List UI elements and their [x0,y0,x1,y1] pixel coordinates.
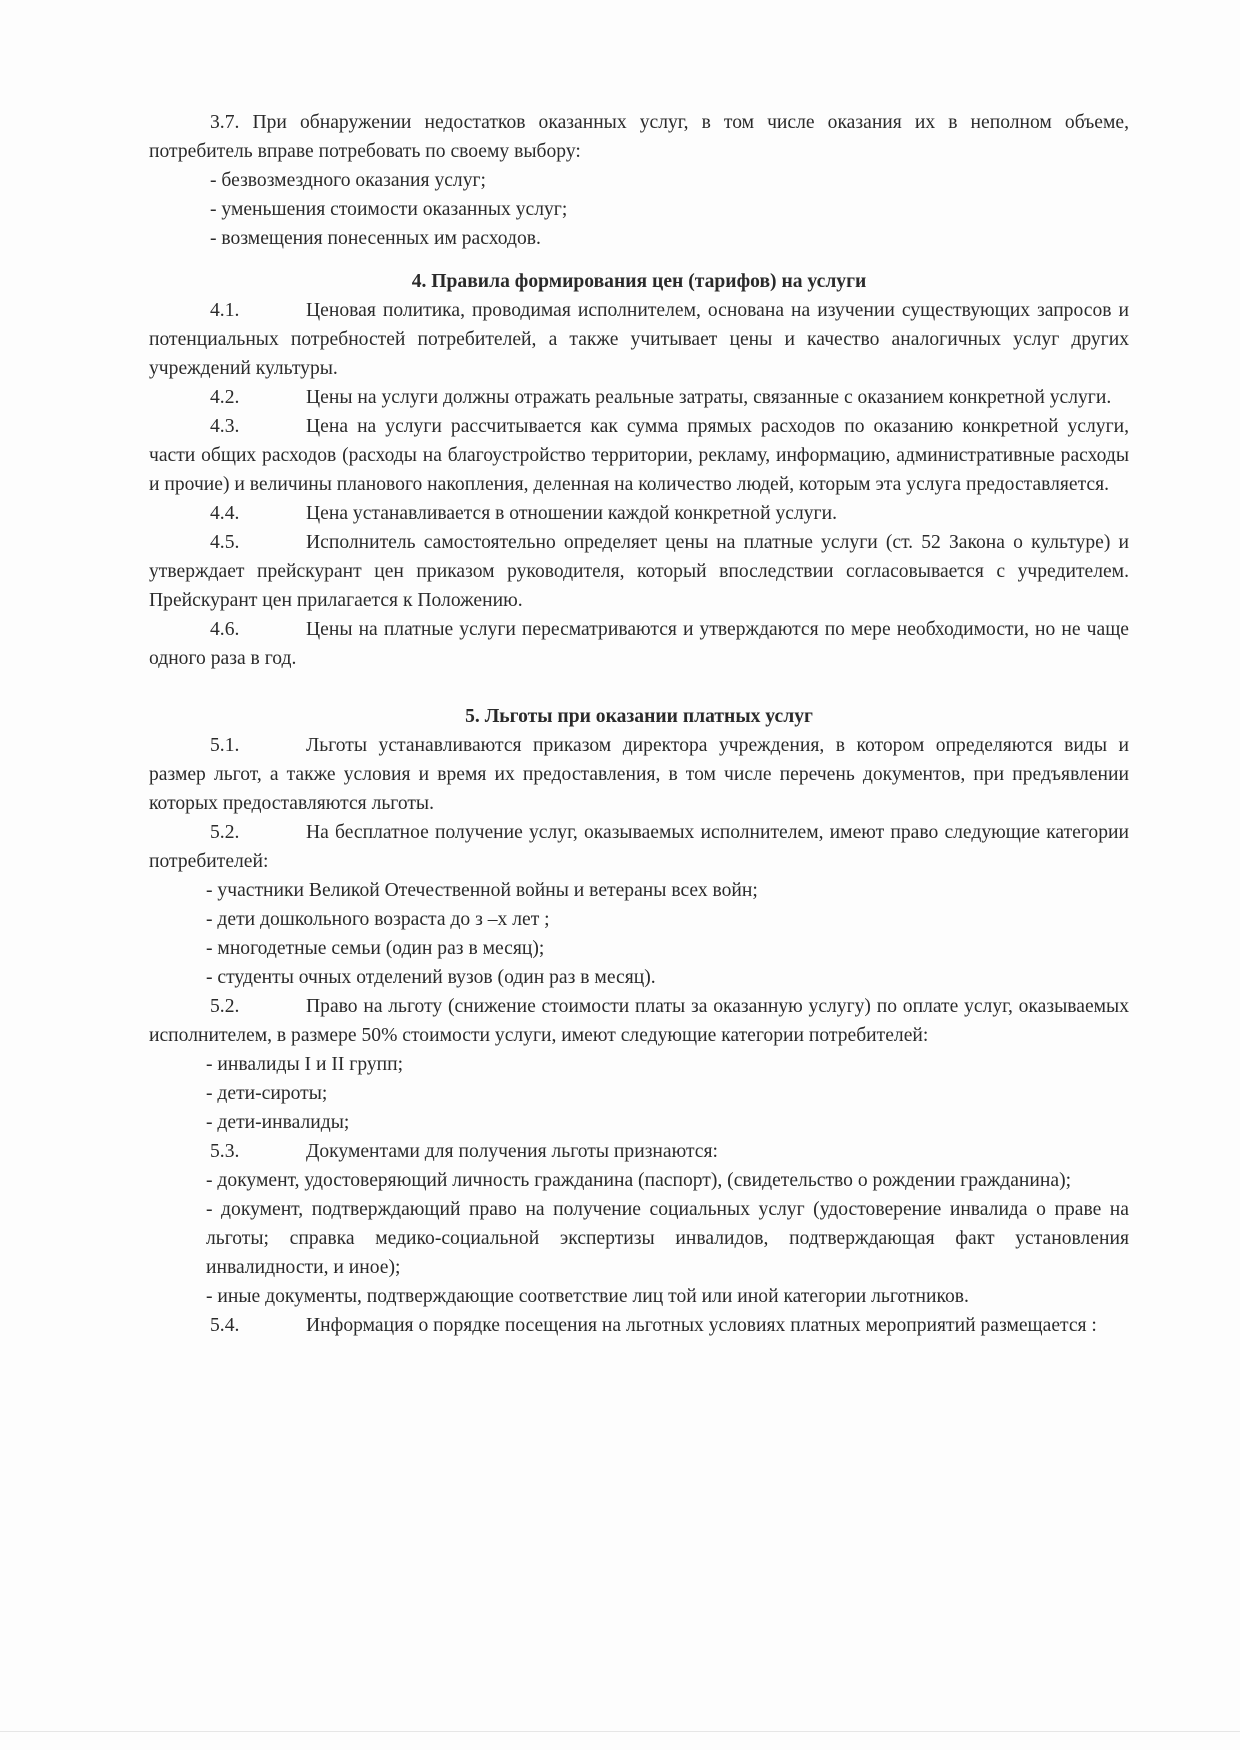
list-item: - участники Великой Отечественной войны и ветераны всех войн; [206,880,758,901]
clause-number: 4.2. [210,387,240,408]
clause-4-1 [149,296,1129,383]
clause-text: Исполнитель самостоятельно определяет цены на платные услуги (ст. 52 Закона о культуре) и утверждает прейскурант цен приказом руководителя, который впоследствии согласовывается с учредителем. Прейскурант цен прилагается к Положению. [149,532,1129,611]
clause-5-1 [149,731,1129,818]
list-item: - дети-инвалиды; [206,1112,350,1133]
scan-edge-divider [0,1731,1240,1732]
list-item: - дети-сироты; [206,1083,328,1104]
section-5-heading: 5. Льготы при оказании платных услуг [465,706,813,727]
document-body [149,108,1129,1340]
clause-number: 4.3. [210,416,240,437]
clause-4-5 [149,528,1129,615]
list-item: - безвозмездного оказания услуг; [210,170,486,191]
clause-text: Цена устанавливается в отношении каждой конкретной услуги. [306,503,837,524]
clause-text: Информация о порядке посещения на льготных условиях платных мероприятий размещается : [306,1315,1097,1336]
clause-text: Цена на услуги рассчитывается как сумма прямых расходов по оказанию конкретной услуги, части общих расходов (расходы на благоустройство территории, рекламу, информацию, административные расходы и прочие) и величины планового накопления, деленная на количество людей, которым эта услуга предоставляется. [149,416,1129,495]
clause-text: Ценовая политика, проводимая исполнителем, основана на изучении существующих запросов и потенциальных потребностей потребителей, а также учитывает цены и качество аналогичных услуг других учреждений культуры. [149,300,1129,379]
clause-5-4 [149,1311,1129,1340]
clause-text: На бесплатное получение услуг, оказываемых исполнителем, имеют право следующие категории потребителей: [149,822,1129,872]
clause-text: Право на льготу (снижение стоимости платы за оказанную услугу) по оплате услуг, оказываемых исполнителем, в размере 50% стоимости услуги, имеют следующие категории потребителей: [149,996,1129,1046]
list-item: - дети дошкольного возраста до з –х лет ; [206,909,550,930]
clause-4-4 [149,499,1129,528]
list-item: - возмещения понесенных им расходов. [210,228,541,249]
clause-number: 4.1. [210,300,240,321]
clause-number: 4.5. [210,532,240,553]
clause-text: Цены на услуги должны отражать реальные затраты, связанные с оказанием конкретной услуги. [306,387,1112,408]
clause-number: 4.6. [210,619,240,640]
clause-3-7: 3.7. При обнаружении недостатков оказанных услуг, в том числе оказания их в неполном объеме, потребитель вправе потребовать по своему выбору: [149,112,1129,162]
list-item: - уменьшения стоимости оказанных услуг; [210,199,568,220]
list-item: - документ, подтверждающий право на получение социальных услуг (удостоверение инвалида о праве на льготы; справка медико-социальной экспертизы инвалидов, подтверждающая факт установления инвалидности, и иное); [206,1199,1129,1278]
list-item: - многодетные семьи (один раз в месяц); [206,938,545,959]
clause-number: 4.4. [210,503,240,524]
clause-number: 5.3. [210,1141,240,1162]
clause-4-6 [149,615,1129,673]
list-item: - студенты очных отделений вузов (один раз в месяц). [206,967,656,988]
clause-5-3 [149,1137,1129,1166]
clause-text: Документами для получения льготы признаются: [306,1141,718,1162]
clause-text: Льготы устанавливаются приказом директора учреждения, в котором определяются виды и размер льгот, а также условия и время их предоставления, в том числе перечень документов, при предъявлении которых предоставляются льготы. [149,735,1129,814]
section-4-heading: 4. Правила формирования цен (тарифов) на услуги [411,271,867,292]
clause-number: 5.1. [210,735,240,756]
clause-text: Цены на платные услуги пересматриваются и утверждаются по мере необходимости, но не чаще одного раза в год. [149,619,1129,669]
clause-5-2-free [149,818,1129,876]
list-item: - инвалиды I и II групп; [206,1054,404,1075]
clause-number: 5.2. [210,822,240,843]
clause-5-2-discount [149,992,1129,1050]
clause-number: 5.4. [210,1315,240,1336]
list-item: - иные документы, подтверждающие соответствие лиц той или иной категории льготников. [206,1286,969,1307]
clause-number: 5.2. [210,996,240,1017]
clause-4-3 [149,412,1129,499]
list-item: - документ, удостоверяющий личность гражданина (паспорт), (свидетельство о рождении гражданина); [206,1170,1072,1191]
clause-4-2 [149,383,1129,412]
